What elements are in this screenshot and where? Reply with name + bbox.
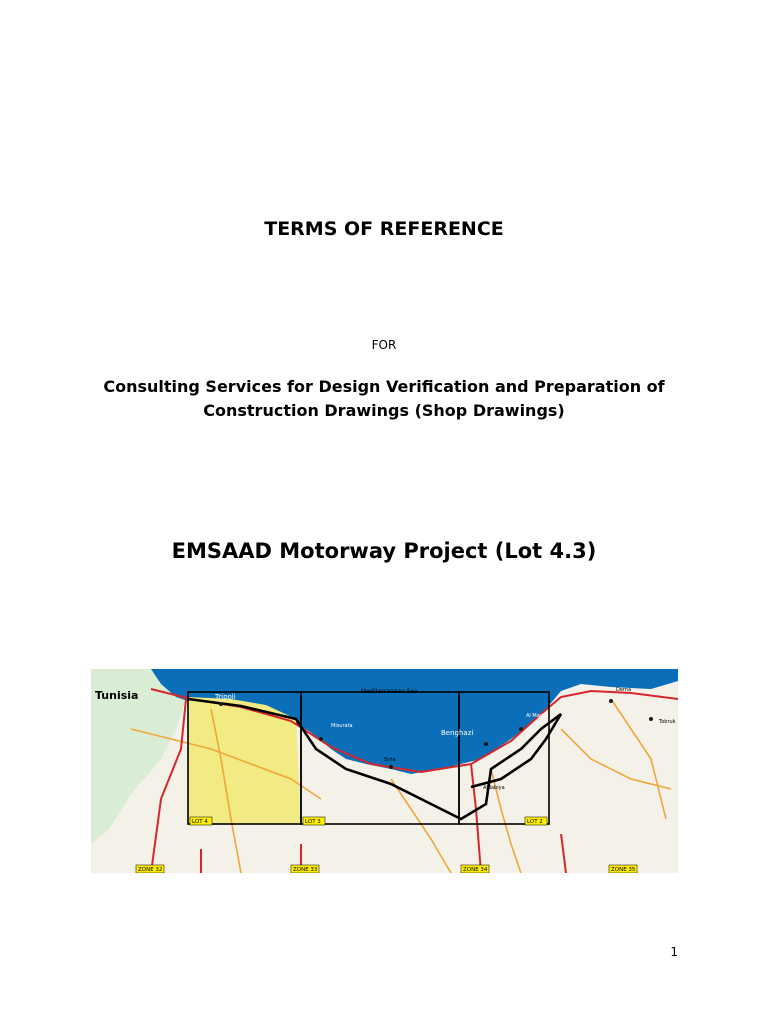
subtitle-line-1: Consulting Services for Design Verification and Preparation of	[103, 377, 665, 396]
lot-label-2: LOT 2	[527, 819, 543, 825]
lot-label-4: LOT 4	[192, 819, 208, 825]
for-label: FOR	[371, 338, 397, 352]
document-title: TERMS OF REFERENCE	[264, 218, 504, 240]
map-label-al-marj: Al Marj	[526, 713, 544, 719]
page-number: 1	[670, 945, 678, 959]
map-label-benghazi: Benghazi	[441, 729, 474, 737]
document-subtitle	[60, 375, 708, 423]
map-label-sea: Mediterranean Sea	[361, 688, 418, 695]
map-label-misurata: Misurata	[331, 723, 353, 729]
lot-label-3: LOT 3	[305, 819, 321, 825]
map-label-sirte: Sirte	[384, 757, 396, 763]
subtitle-line-2: Construction Drawings (Shop Drawings)	[203, 401, 565, 420]
project-title: EMSAAD Motorway Project (Lot 4.3)	[171, 539, 597, 563]
zone-label-35: ZONE 35	[611, 867, 636, 873]
zone-label-34: ZONE 34	[463, 867, 488, 873]
map-label-tobruk: Tobruk	[659, 719, 676, 725]
map-label-ajdabiya: Ajdabiya	[483, 785, 505, 791]
map-label-derna: Derna	[616, 687, 632, 693]
zone-label-33: ZONE 33	[293, 867, 318, 873]
map-label-tunisia: Tunisia	[95, 689, 139, 702]
project-map	[91, 669, 678, 873]
map-label-tripoli: Tripoli	[215, 693, 236, 701]
map-graphic	[91, 669, 678, 873]
zone-label-32: ZONE 32	[138, 867, 163, 873]
